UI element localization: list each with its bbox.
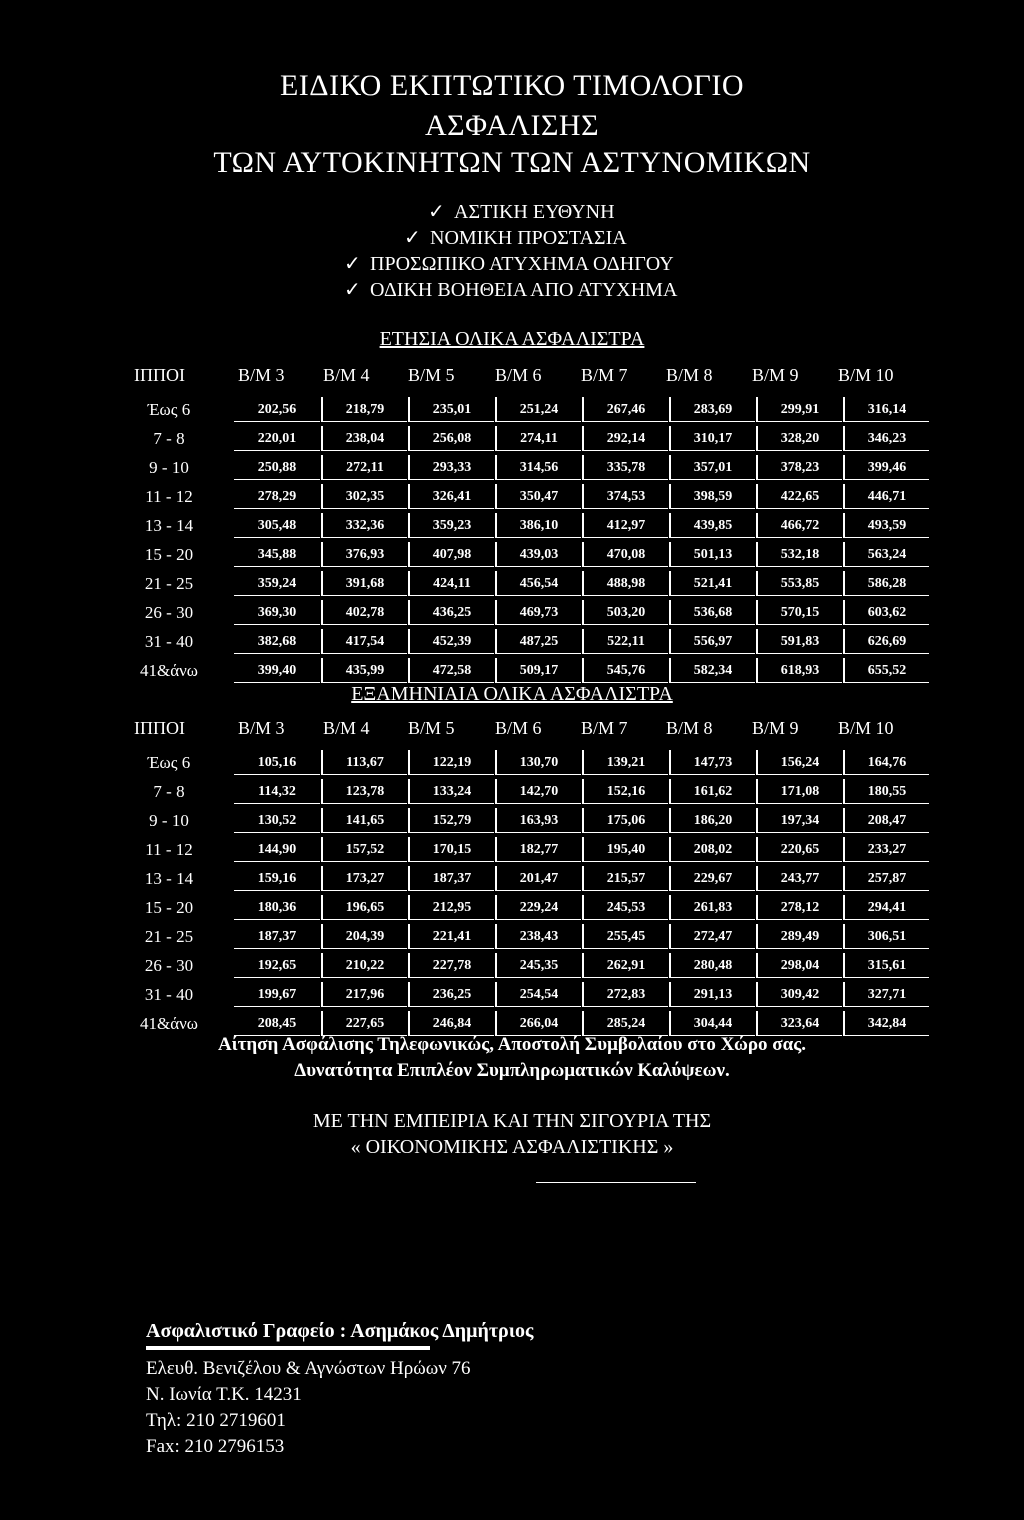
table-row [134, 924, 907, 949]
table-cell: 501,13 [669, 542, 755, 567]
table-cell: 221,41 [408, 924, 494, 949]
table-cell: 302,35 [321, 484, 407, 509]
table-cell: 175,06 [582, 808, 668, 833]
table-cell: 197,34 [756, 808, 842, 833]
table-row [134, 513, 907, 538]
table-cell: 283,69 [669, 397, 755, 422]
table-cell: 159,16 [234, 866, 320, 891]
check-icon: ✓ [404, 227, 421, 249]
table-row [134, 779, 907, 804]
table-cell: 294,41 [843, 895, 929, 920]
row-label: 11 - 12 [145, 487, 193, 506]
table-cell: 603,62 [843, 600, 929, 625]
table-row [134, 571, 907, 596]
table-cell: 369,30 [234, 600, 320, 625]
table-cell: 114,32 [234, 779, 320, 804]
table-row [134, 658, 907, 683]
table-cell: 345,88 [234, 542, 320, 567]
table-cell: 180,36 [234, 895, 320, 920]
table-cell: 399,46 [843, 455, 929, 480]
table-row [134, 600, 907, 625]
table-cell: 208,45 [234, 1011, 320, 1036]
table-cell: 359,24 [234, 571, 320, 596]
row-label: 7 - 8 [153, 429, 185, 448]
table-cell: 436,25 [408, 600, 494, 625]
table-cell: 227,65 [321, 1011, 407, 1036]
coverage-item [344, 278, 677, 302]
table-cell: 238,43 [495, 924, 581, 949]
table-cell: 487,25 [495, 629, 581, 654]
table-cell: 412,97 [582, 513, 668, 538]
table-cell: 439,85 [669, 513, 755, 538]
column-header: Β/Μ 3 [238, 365, 285, 385]
row-label: 9 - 10 [149, 458, 189, 477]
column-header: Β/Μ 5 [408, 365, 455, 385]
table-cell: 202,56 [234, 397, 320, 422]
table-cell: 201,47 [495, 866, 581, 891]
row-label: 7 - 8 [153, 782, 185, 801]
table-cell: 142,70 [495, 779, 581, 804]
table-cell: 391,68 [321, 571, 407, 596]
table-cell: 327,71 [843, 982, 929, 1007]
table-cell: 245,35 [495, 953, 581, 978]
column-header: Β/Μ 10 [838, 718, 894, 738]
table-row [134, 1011, 907, 1036]
table-cell: 236,25 [408, 982, 494, 1007]
table-cell: 278,29 [234, 484, 320, 509]
row-label: 31 - 40 [144, 985, 194, 1004]
table-cell: 220,01 [234, 426, 320, 451]
table-cell: 227,78 [408, 953, 494, 978]
check-icon: ✓ [428, 201, 445, 223]
row-label: 21 - 25 [144, 574, 194, 593]
table-cell: 469,73 [495, 600, 581, 625]
row-label: Έως 6 [147, 400, 191, 419]
semiannual-premiums-table [134, 718, 907, 1033]
divider-line [536, 1182, 696, 1183]
table-cell: 161,62 [669, 779, 755, 804]
table-cell: 456,54 [495, 571, 581, 596]
table-row [134, 953, 907, 978]
table-cell: 582,34 [669, 658, 755, 683]
table-row [134, 895, 907, 920]
office-underline [146, 1346, 430, 1350]
table-cell: 374,53 [582, 484, 668, 509]
table-cell: 233,27 [843, 837, 929, 862]
table-cell: 536,68 [669, 600, 755, 625]
column-header: Β/Μ 5 [408, 718, 455, 738]
row-label: 11 - 12 [145, 840, 193, 859]
column-header: Β/Μ 6 [495, 718, 542, 738]
table-cell: 306,51 [843, 924, 929, 949]
coverage-label: ΝΟΜΙΚΗ ΠΡΟΣΤΑΣΙΑ [430, 227, 627, 249]
table-cell: 141,65 [321, 808, 407, 833]
column-header: Β/Μ 8 [666, 365, 713, 385]
table-cell: 195,40 [582, 837, 668, 862]
table-row [134, 982, 907, 1007]
table-cell: 342,84 [843, 1011, 929, 1036]
table-cell: 144,90 [234, 837, 320, 862]
table-cell: 229,67 [669, 866, 755, 891]
row-label: 13 - 14 [144, 516, 194, 535]
coverage-item [428, 200, 615, 224]
table-cell: 215,57 [582, 866, 668, 891]
table-cell: 133,24 [408, 779, 494, 804]
table-cell: 285,24 [582, 1011, 668, 1036]
table-cell: 332,36 [321, 513, 407, 538]
column-header: Β/Μ 4 [323, 718, 370, 738]
doc-title-line-2: ΑΣΦΑΛΙΣΗΣ [424, 109, 600, 142]
address-line-1: Ελευθ. Βενιζέλου & Αγνώστων Ηρώων 76 [146, 1358, 471, 1379]
table-cell: 130,70 [495, 750, 581, 775]
row-header-label: ΙΠΠΟΙ [134, 718, 185, 738]
table-cell: 293,33 [408, 455, 494, 480]
table-cell: 470,08 [582, 542, 668, 567]
table-cell: 147,73 [669, 750, 755, 775]
table-cell: 556,97 [669, 629, 755, 654]
table-row [134, 750, 907, 775]
table-cell: 152,16 [582, 779, 668, 804]
table-cell: 266,04 [495, 1011, 581, 1036]
fax-number: Fax: 210 2796153 [146, 1436, 285, 1457]
table-cell: 298,04 [756, 953, 842, 978]
table-cell: 472,58 [408, 658, 494, 683]
column-header: Β/Μ 9 [752, 365, 799, 385]
table-cell: 289,49 [756, 924, 842, 949]
table-cell: 378,23 [756, 455, 842, 480]
table-cell: 187,37 [408, 866, 494, 891]
table-row [134, 426, 907, 451]
table-cell: 130,52 [234, 808, 320, 833]
table-cell: 220,65 [756, 837, 842, 862]
row-label: 9 - 10 [149, 811, 189, 830]
table-cell: 503,20 [582, 600, 668, 625]
table-cell: 208,47 [843, 808, 929, 833]
coverage-label: ΑΣΤΙΚΗ ΕΥΘΥΝΗ [454, 201, 615, 223]
table-cell: 305,48 [234, 513, 320, 538]
table-cell: 521,41 [669, 571, 755, 596]
table-row [134, 455, 907, 480]
table-cell: 402,78 [321, 600, 407, 625]
table-cell: 304,44 [669, 1011, 755, 1036]
row-label: 15 - 20 [144, 898, 194, 917]
table-cell: 180,55 [843, 779, 929, 804]
table-cell: 278,12 [756, 895, 842, 920]
table-cell: 292,14 [582, 426, 668, 451]
table-cell: 171,08 [756, 779, 842, 804]
table-cell: 164,76 [843, 750, 929, 775]
table-row [134, 484, 907, 509]
table-cell: 186,20 [669, 808, 755, 833]
table-cell: 316,14 [843, 397, 929, 422]
table-cell: 591,83 [756, 629, 842, 654]
coverage-item [404, 226, 627, 250]
table-cell: 246,84 [408, 1011, 494, 1036]
coverage-label: ΟΔΙΚΗ ΒΟΗΘΕΙΑ ΑΠΟ ΑΤΥΧΗΜΑ [370, 279, 678, 301]
table-cell: 157,52 [321, 837, 407, 862]
table-cell: 310,17 [669, 426, 755, 451]
table-cell: 217,96 [321, 982, 407, 1007]
coverage-item [344, 252, 674, 276]
check-icon: ✓ [344, 279, 361, 301]
table-cell: 417,54 [321, 629, 407, 654]
table-cell: 139,21 [582, 750, 668, 775]
table-cell: 192,65 [234, 953, 320, 978]
table-cell: 152,79 [408, 808, 494, 833]
table-cell: 204,39 [321, 924, 407, 949]
table-cell: 309,42 [756, 982, 842, 1007]
table-cell: 280,48 [669, 953, 755, 978]
table-cell: 243,77 [756, 866, 842, 891]
table-cell: 328,20 [756, 426, 842, 451]
annual-premiums-table [134, 365, 907, 680]
table-row [134, 808, 907, 833]
table-cell: 439,03 [495, 542, 581, 567]
table-cell: 229,24 [495, 895, 581, 920]
table-cell: 255,45 [582, 924, 668, 949]
table-cell: 208,02 [669, 837, 755, 862]
table-cell: 488,98 [582, 571, 668, 596]
table-cell: 235,01 [408, 397, 494, 422]
table-cell: 122,19 [408, 750, 494, 775]
table-cell: 626,69 [843, 629, 929, 654]
column-header: Β/Μ 4 [323, 365, 370, 385]
row-label: 31 - 40 [144, 632, 194, 651]
phone-number: Τηλ: 210 2719601 [146, 1410, 286, 1431]
table-cell: 424,11 [408, 571, 494, 596]
column-header: Β/Μ 7 [581, 365, 628, 385]
column-header: Β/Μ 9 [752, 718, 799, 738]
table-cell: 250,88 [234, 455, 320, 480]
office-name: Ασφαλιστικό Γραφείο : Ασημάκος Δημήτριος [146, 1320, 534, 1342]
annual-premiums-title: ΕΤΗΣΙΑ ΟΛΙΚΑ ΑΣΦΑΛΙΣΤΡΑ [379, 328, 645, 350]
table-cell: 346,23 [843, 426, 929, 451]
table-cell: 238,04 [321, 426, 407, 451]
table-cell: 187,37 [234, 924, 320, 949]
table-cell: 218,79 [321, 397, 407, 422]
slogan-line-1: ΜΕ ΤΗΝ ΕΜΠΕΙΡΙΑ ΚΑΙ ΤΗΝ ΣΙΓΟΥΡΙΑ ΤΗΣ [312, 1110, 712, 1132]
table-cell: 105,16 [234, 750, 320, 775]
table-cell: 272,47 [669, 924, 755, 949]
table-cell: 199,67 [234, 982, 320, 1007]
table-cell: 274,11 [495, 426, 581, 451]
row-header-label: ΙΠΠΟΙ [134, 365, 185, 385]
phone-application-note: Αίτηση Ασφάλισης Τηλεφωνικώς, Αποστολή Συμβολαίου στο Χώρο σας. [218, 1034, 806, 1055]
table-cell: 407,98 [408, 542, 494, 567]
table-cell: 570,15 [756, 600, 842, 625]
table-cell: 509,17 [495, 658, 581, 683]
table-cell: 272,83 [582, 982, 668, 1007]
table-cell: 545,76 [582, 658, 668, 683]
table-cell: 170,15 [408, 837, 494, 862]
table-cell: 272,11 [321, 455, 407, 480]
table-cell: 256,08 [408, 426, 494, 451]
table-cell: 655,52 [843, 658, 929, 683]
row-label: Έως 6 [147, 753, 191, 772]
table-cell: 291,13 [669, 982, 755, 1007]
table-cell: 466,72 [756, 513, 842, 538]
table-cell: 493,59 [843, 513, 929, 538]
table-cell: 398,59 [669, 484, 755, 509]
row-label: 13 - 14 [144, 869, 194, 888]
table-cell: 262,91 [582, 953, 668, 978]
table-row [134, 866, 907, 891]
address-line-2: Ν. Ιωνία Τ.Κ. 14231 [146, 1384, 302, 1405]
table-cell: 113,67 [321, 750, 407, 775]
table-cell: 315,61 [843, 953, 929, 978]
table-cell: 376,93 [321, 542, 407, 567]
table-row [134, 837, 907, 862]
table-cell: 435,99 [321, 658, 407, 683]
row-label: 41&άνω [139, 661, 198, 680]
column-header: Β/Μ 6 [495, 365, 542, 385]
table-row [134, 629, 907, 654]
table-cell: 163,93 [495, 808, 581, 833]
row-label: 15 - 20 [144, 545, 194, 564]
doc-title-line-1: ΕΙΔΙΚΟ ΕΚΠΤΩΤΙΚΟ ΤΙΜΟΛΟΓΙΟ [279, 69, 745, 102]
table-cell: 314,56 [495, 455, 581, 480]
table-cell: 173,27 [321, 866, 407, 891]
table-cell: 386,10 [495, 513, 581, 538]
row-label: 26 - 30 [144, 956, 194, 975]
table-cell: 326,41 [408, 484, 494, 509]
table-cell: 399,40 [234, 658, 320, 683]
coverage-label: ΠΡΟΣΩΠΙΚΟ ΑΤΥΧΗΜΑ ΟΔΗΓΟΥ [370, 253, 674, 275]
table-cell: 618,93 [756, 658, 842, 683]
table-cell: 335,78 [582, 455, 668, 480]
table-cell: 359,23 [408, 513, 494, 538]
table-cell: 210,22 [321, 953, 407, 978]
column-header: Β/Μ 10 [838, 365, 894, 385]
table-cell: 422,65 [756, 484, 842, 509]
table-cell: 299,91 [756, 397, 842, 422]
row-label: 41&άνω [139, 1014, 198, 1033]
row-label: 26 - 30 [144, 603, 194, 622]
table-cell: 123,78 [321, 779, 407, 804]
table-cell: 257,87 [843, 866, 929, 891]
table-cell: 212,95 [408, 895, 494, 920]
table-cell: 261,83 [669, 895, 755, 920]
table-cell: 182,77 [495, 837, 581, 862]
semiannual-premiums-title: ΕΞΑΜΗΝΙΑΙΑ ΟΛΙΚΑ ΑΣΦΑΛΙΣΤΡΑ [351, 683, 673, 705]
table-cell: 586,28 [843, 571, 929, 596]
table-cell: 357,01 [669, 455, 755, 480]
column-header: Β/Μ 3 [238, 718, 285, 738]
table-cell: 382,68 [234, 629, 320, 654]
column-header: Β/Μ 7 [581, 718, 628, 738]
column-header: Β/Μ 8 [666, 718, 713, 738]
extra-coverage-note: Δυνατότητα Επιπλέον Συμπληρωματικών Καλύψεων. [294, 1060, 730, 1081]
table-cell: 532,18 [756, 542, 842, 567]
table-cell: 254,54 [495, 982, 581, 1007]
table-cell: 446,71 [843, 484, 929, 509]
doc-title-line-3: ΤΩΝ ΑΥΤΟΚΙΝΗΤΩΝ ΤΩΝ ΑΣΤΥΝΟΜΙΚΩΝ [213, 146, 811, 179]
table-cell: 156,24 [756, 750, 842, 775]
table-cell: 323,64 [756, 1011, 842, 1036]
table-cell: 196,65 [321, 895, 407, 920]
table-cell: 553,85 [756, 571, 842, 596]
slogan-line-2: « ΟΙΚΟΝΟΜΙΚΗΣ ΑΣΦΑΛΙΣΤΙΚΗΣ » [350, 1136, 674, 1158]
table-cell: 522,11 [582, 629, 668, 654]
table-cell: 245,53 [582, 895, 668, 920]
table-cell: 251,24 [495, 397, 581, 422]
table-cell: 563,24 [843, 542, 929, 567]
row-label: 21 - 25 [144, 927, 194, 946]
table-row [134, 542, 907, 567]
table-cell: 267,46 [582, 397, 668, 422]
table-cell: 350,47 [495, 484, 581, 509]
table-cell: 452,39 [408, 629, 494, 654]
table-row [134, 397, 907, 422]
check-icon: ✓ [344, 253, 361, 275]
